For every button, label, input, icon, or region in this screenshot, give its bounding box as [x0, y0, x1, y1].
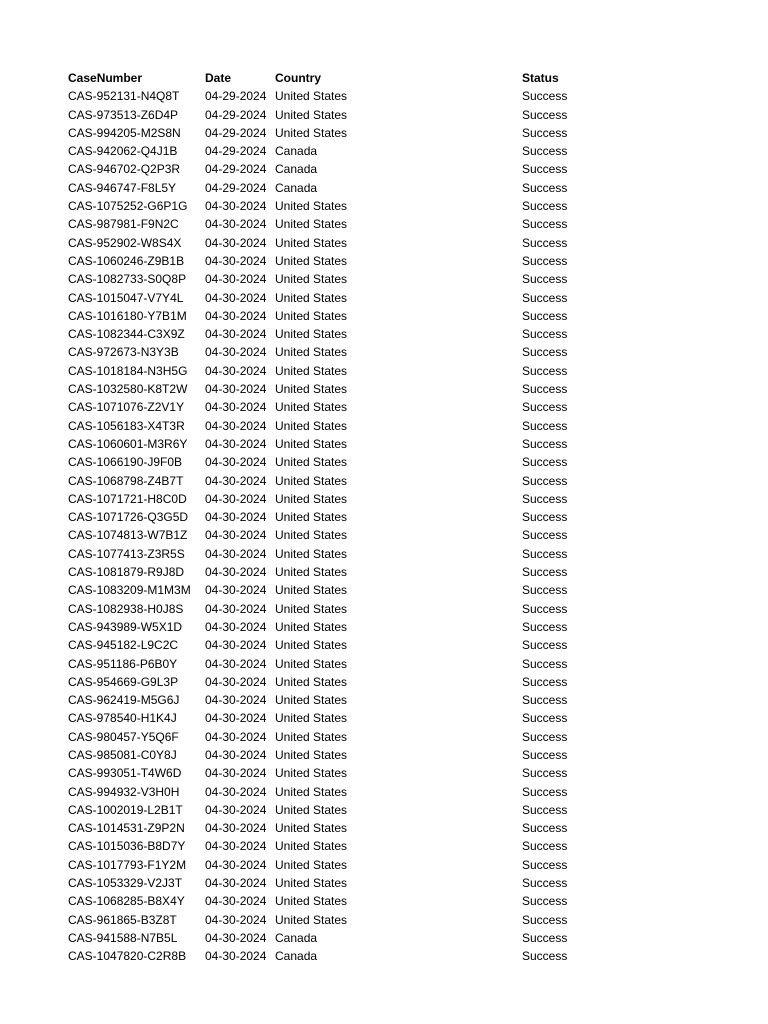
date-cell: 04-30-2024: [205, 272, 267, 287]
table-row: [68, 234, 628, 252]
table-row: [68, 618, 628, 636]
status-cell: Success: [522, 784, 568, 799]
date-cell: 04-30-2024: [205, 949, 267, 964]
country-cell: Canada: [275, 180, 318, 195]
date-cell: 04-30-2024: [205, 912, 267, 927]
country-cell: United States: [275, 418, 348, 433]
country-cell: United States: [275, 656, 348, 671]
case-number-cell: CAS-1056183-X4T3R: [68, 418, 185, 433]
table-row: [68, 270, 628, 288]
case-number-cell: CAS-952131-N4Q8T: [68, 89, 180, 104]
table-row: [68, 106, 628, 124]
country-cell: United States: [275, 912, 348, 927]
case-number-cell: CAS-1047820-C2R8B: [68, 949, 187, 964]
country-cell: United States: [275, 802, 348, 817]
case-number-cell: CAS-942062-Q4J1B: [68, 144, 178, 159]
status-cell: Success: [522, 949, 568, 964]
case-number-cell: CAS-978540-H1K4J: [68, 711, 177, 726]
case-number-cell: CAS-951186-P6B0Y: [68, 656, 178, 671]
table-row: [68, 124, 628, 142]
country-cell: United States: [275, 693, 348, 708]
case-number-cell: CAS-1081879-R9J8D: [68, 565, 185, 580]
date-cell: 04-30-2024: [205, 217, 267, 232]
country-cell: United States: [275, 290, 348, 305]
date-cell: 04-30-2024: [205, 308, 267, 323]
header-country: Country: [275, 71, 321, 85]
status-cell: Success: [522, 674, 568, 689]
country-cell: United States: [275, 546, 348, 561]
table-row: [68, 380, 628, 398]
country-cell: United States: [275, 784, 348, 799]
case-number-cell: CAS-973513-Z6D4P: [68, 107, 179, 122]
date-cell: 04-30-2024: [205, 528, 267, 543]
case-number-cell: CAS-972673-N3Y3B: [68, 345, 179, 360]
date-cell: 04-30-2024: [205, 436, 267, 451]
country-cell: United States: [275, 876, 348, 891]
case-number-cell: CAS-1071076-Z2V1Y: [68, 400, 185, 415]
status-cell: Success: [522, 308, 568, 323]
status-cell: Success: [522, 656, 568, 671]
country-cell: United States: [275, 839, 348, 854]
table-row: [68, 398, 628, 416]
case-number-cell: CAS-1068798-Z4B7T: [68, 473, 184, 488]
case-number-cell: CAS-954669-G9L3P: [68, 674, 179, 689]
date-cell: 04-29-2024: [205, 162, 267, 177]
table-row: [68, 746, 628, 764]
status-cell: Success: [522, 217, 568, 232]
date-cell: 04-30-2024: [205, 253, 267, 268]
country-cell: United States: [275, 601, 348, 616]
case-number-cell: CAS-1017793-F1Y2M: [68, 857, 187, 872]
country-cell: Canada: [275, 162, 318, 177]
country-cell: United States: [275, 253, 348, 268]
country-cell: United States: [275, 345, 348, 360]
case-number-cell: CAS-1077413-Z3R5S: [68, 546, 185, 561]
status-cell: Success: [522, 455, 568, 470]
date-cell: 04-29-2024: [205, 125, 267, 140]
case-number-cell: CAS-1075252-G6P1G: [68, 199, 188, 214]
date-cell: 04-30-2024: [205, 784, 267, 799]
status-cell: Success: [522, 473, 568, 488]
date-cell: 04-30-2024: [205, 583, 267, 598]
date-cell: 04-30-2024: [205, 619, 267, 634]
status-cell: Success: [522, 107, 568, 122]
table-row: [68, 764, 628, 782]
date-cell: 04-30-2024: [205, 473, 267, 488]
status-cell: Success: [522, 857, 568, 872]
table-row: [68, 289, 628, 307]
country-cell: United States: [275, 235, 348, 250]
country-cell: Canada: [275, 930, 318, 945]
table-row: [68, 691, 628, 709]
country-cell: United States: [275, 857, 348, 872]
status-cell: Success: [522, 363, 568, 378]
status-cell: Success: [522, 125, 568, 140]
status-cell: Success: [522, 528, 568, 543]
country-cell: United States: [275, 747, 348, 762]
case-number-cell: CAS-1016180-Y7B1M: [68, 308, 187, 323]
case-number-cell: CAS-1071721-H8C0D: [68, 491, 187, 506]
table-row: [68, 911, 628, 929]
date-cell: 04-30-2024: [205, 510, 267, 525]
date-cell: 04-30-2024: [205, 382, 267, 397]
status-cell: Success: [522, 345, 568, 360]
status-cell: Success: [522, 729, 568, 744]
country-cell: United States: [275, 510, 348, 525]
table-row: [68, 252, 628, 270]
country-cell: United States: [275, 308, 348, 323]
case-number-cell: CAS-1053329-V2J3T: [68, 876, 183, 891]
table-row: [68, 581, 628, 599]
table-row: [68, 197, 628, 215]
table-header-row: [68, 69, 628, 87]
table-row: [68, 673, 628, 691]
status-cell: Success: [522, 601, 568, 616]
status-cell: Success: [522, 89, 568, 104]
case-number-cell: CAS-985081-C0Y8J: [68, 747, 177, 762]
table-row: [68, 472, 628, 490]
table-row: [68, 417, 628, 435]
table-row: [68, 526, 628, 544]
table-row: [68, 655, 628, 673]
case-number-cell: CAS-946702-Q2P3R: [68, 162, 181, 177]
table-row: [68, 728, 628, 746]
table-row: [68, 947, 628, 965]
country-cell: United States: [275, 565, 348, 580]
case-number-cell: CAS-993051-T4W6D: [68, 766, 182, 781]
case-number-cell: CAS-945182-L9C2C: [68, 638, 179, 653]
status-cell: Success: [522, 491, 568, 506]
table-row: [68, 545, 628, 563]
table-row: [68, 819, 628, 837]
date-cell: 04-30-2024: [205, 711, 267, 726]
country-cell: Canada: [275, 144, 318, 159]
status-cell: Success: [522, 619, 568, 634]
status-cell: Success: [522, 876, 568, 891]
table-row: [68, 600, 628, 618]
date-cell: 04-30-2024: [205, 930, 267, 945]
case-number-cell: CAS-1066190-J9F0B: [68, 455, 183, 470]
table-row: [68, 837, 628, 855]
header-status: Status: [522, 71, 559, 85]
country-cell: United States: [275, 272, 348, 287]
case-number-cell: CAS-952902-W8S4X: [68, 235, 182, 250]
table-row: [68, 343, 628, 361]
table-row: [68, 563, 628, 581]
header-case-number: CaseNumber: [68, 71, 143, 85]
table-row: [68, 508, 628, 526]
case-number-cell: CAS-1074813-W7B1Z: [68, 528, 188, 543]
date-cell: 04-30-2024: [205, 455, 267, 470]
case-number-cell: CAS-994932-V3H0H: [68, 784, 180, 799]
case-number-cell: CAS-1018184-N3H5G: [68, 363, 188, 378]
country-cell: Canada: [275, 949, 318, 964]
table-row: [68, 435, 628, 453]
case-number-cell: CAS-1068285-B8X4Y: [68, 894, 185, 909]
table-row: [68, 856, 628, 874]
case-number-cell: CAS-1083209-M1M3M: [68, 583, 191, 598]
country-cell: United States: [275, 528, 348, 543]
case-number-cell: CAS-1082938-H0J8S: [68, 601, 184, 616]
country-cell: United States: [275, 583, 348, 598]
date-cell: 04-29-2024: [205, 144, 267, 159]
country-cell: United States: [275, 821, 348, 836]
case-number-cell: CAS-1015036-B8D7Y: [68, 839, 186, 854]
case-number-cell: CAS-1082733-S0Q8P: [68, 272, 187, 287]
country-cell: United States: [275, 894, 348, 909]
status-cell: Success: [522, 382, 568, 397]
date-cell: 04-30-2024: [205, 345, 267, 360]
table-row: [68, 453, 628, 471]
date-cell: 04-30-2024: [205, 400, 267, 415]
status-cell: Success: [522, 912, 568, 927]
case-number-cell: CAS-946747-F8L5Y: [68, 180, 177, 195]
status-cell: Success: [522, 235, 568, 250]
country-cell: United States: [275, 711, 348, 726]
date-cell: 04-30-2024: [205, 418, 267, 433]
date-cell: 04-30-2024: [205, 546, 267, 561]
status-cell: Success: [522, 272, 568, 287]
status-cell: Success: [522, 711, 568, 726]
date-cell: 04-30-2024: [205, 363, 267, 378]
case-number-cell: CAS-1032580-K8T2W: [68, 382, 188, 397]
country-cell: United States: [275, 638, 348, 653]
country-cell: United States: [275, 217, 348, 232]
date-cell: 04-30-2024: [205, 601, 267, 616]
status-cell: Success: [522, 400, 568, 415]
case-number-cell: CAS-1071726-Q3G5D: [68, 510, 189, 525]
table-row: [68, 929, 628, 947]
status-cell: Success: [522, 180, 568, 195]
country-cell: United States: [275, 436, 348, 451]
status-cell: Success: [522, 510, 568, 525]
case-number-cell: CAS-1014531-Z9P2N: [68, 821, 185, 836]
date-cell: 04-30-2024: [205, 327, 267, 342]
country-cell: United States: [275, 766, 348, 781]
date-cell: 04-29-2024: [205, 107, 267, 122]
country-cell: United States: [275, 327, 348, 342]
date-cell: 04-30-2024: [205, 857, 267, 872]
case-number-cell: CAS-987981-F9N2C: [68, 217, 179, 232]
country-cell: United States: [275, 199, 348, 214]
case-number-cell: CAS-1060601-M3R6Y: [68, 436, 188, 451]
date-cell: 04-30-2024: [205, 729, 267, 744]
country-cell: United States: [275, 107, 348, 122]
case-number-cell: CAS-943989-W5X1D: [68, 619, 183, 634]
table-row: [68, 874, 628, 892]
case-table: [68, 69, 628, 966]
status-cell: Success: [522, 638, 568, 653]
header-date: Date: [205, 71, 232, 85]
table-row: [68, 892, 628, 910]
case-number-cell: CAS-994205-M2S8N: [68, 125, 181, 140]
status-cell: Success: [522, 290, 568, 305]
country-cell: United States: [275, 619, 348, 634]
table-row: [68, 325, 628, 343]
status-cell: Success: [522, 546, 568, 561]
status-cell: Success: [522, 253, 568, 268]
date-cell: 04-30-2024: [205, 199, 267, 214]
case-number-cell: CAS-1015047-V7Y4L: [68, 290, 184, 305]
status-cell: Success: [522, 930, 568, 945]
date-cell: 04-30-2024: [205, 290, 267, 305]
status-cell: Success: [522, 839, 568, 854]
date-cell: 04-30-2024: [205, 766, 267, 781]
table-row: [68, 179, 628, 197]
case-number-cell: CAS-1082344-C3X9Z: [68, 327, 185, 342]
country-cell: United States: [275, 455, 348, 470]
table-row: [68, 783, 628, 801]
country-cell: United States: [275, 382, 348, 397]
date-cell: 04-30-2024: [205, 491, 267, 506]
status-cell: Success: [522, 802, 568, 817]
table-row: [68, 362, 628, 380]
date-cell: 04-30-2024: [205, 638, 267, 653]
date-cell: 04-30-2024: [205, 876, 267, 891]
date-cell: 04-30-2024: [205, 693, 267, 708]
date-cell: 04-30-2024: [205, 894, 267, 909]
status-cell: Success: [522, 162, 568, 177]
country-cell: United States: [275, 363, 348, 378]
date-cell: 04-30-2024: [205, 747, 267, 762]
status-cell: Success: [522, 144, 568, 159]
case-number-cell: CAS-1002019-L2B1T: [68, 802, 183, 817]
status-cell: Success: [522, 327, 568, 342]
country-cell: United States: [275, 89, 348, 104]
case-number-cell: CAS-1060246-Z9B1B: [68, 253, 185, 268]
country-cell: United States: [275, 729, 348, 744]
case-number-cell: CAS-980457-Y5Q6F: [68, 729, 179, 744]
case-number-cell: CAS-962419-M5G6J: [68, 693, 180, 708]
date-cell: 04-29-2024: [205, 89, 267, 104]
date-cell: 04-30-2024: [205, 821, 267, 836]
table-row: [68, 142, 628, 160]
date-cell: 04-30-2024: [205, 656, 267, 671]
status-cell: Success: [522, 436, 568, 451]
table-row: [68, 490, 628, 508]
table-row: [68, 636, 628, 654]
country-cell: United States: [275, 400, 348, 415]
date-cell: 04-30-2024: [205, 674, 267, 689]
table-row: [68, 87, 628, 105]
date-cell: 04-30-2024: [205, 802, 267, 817]
status-cell: Success: [522, 418, 568, 433]
status-cell: Success: [522, 747, 568, 762]
table-row: [68, 307, 628, 325]
table-row: [68, 801, 628, 819]
country-cell: United States: [275, 491, 348, 506]
table-body: [68, 87, 628, 965]
status-cell: Success: [522, 766, 568, 781]
status-cell: Success: [522, 894, 568, 909]
status-cell: Success: [522, 199, 568, 214]
table-row: [68, 160, 628, 178]
case-number-cell: CAS-941588-N7B5L: [68, 930, 178, 945]
date-cell: 04-30-2024: [205, 565, 267, 580]
table-row: [68, 215, 628, 233]
date-cell: 04-30-2024: [205, 839, 267, 854]
status-cell: Success: [522, 693, 568, 708]
status-cell: Success: [522, 565, 568, 580]
case-number-cell: CAS-961865-B3Z8T: [68, 912, 177, 927]
country-cell: United States: [275, 674, 348, 689]
status-cell: Success: [522, 583, 568, 598]
country-cell: United States: [275, 125, 348, 140]
status-cell: Success: [522, 821, 568, 836]
country-cell: United States: [275, 473, 348, 488]
table-row: [68, 709, 628, 727]
date-cell: 04-30-2024: [205, 235, 267, 250]
date-cell: 04-29-2024: [205, 180, 267, 195]
